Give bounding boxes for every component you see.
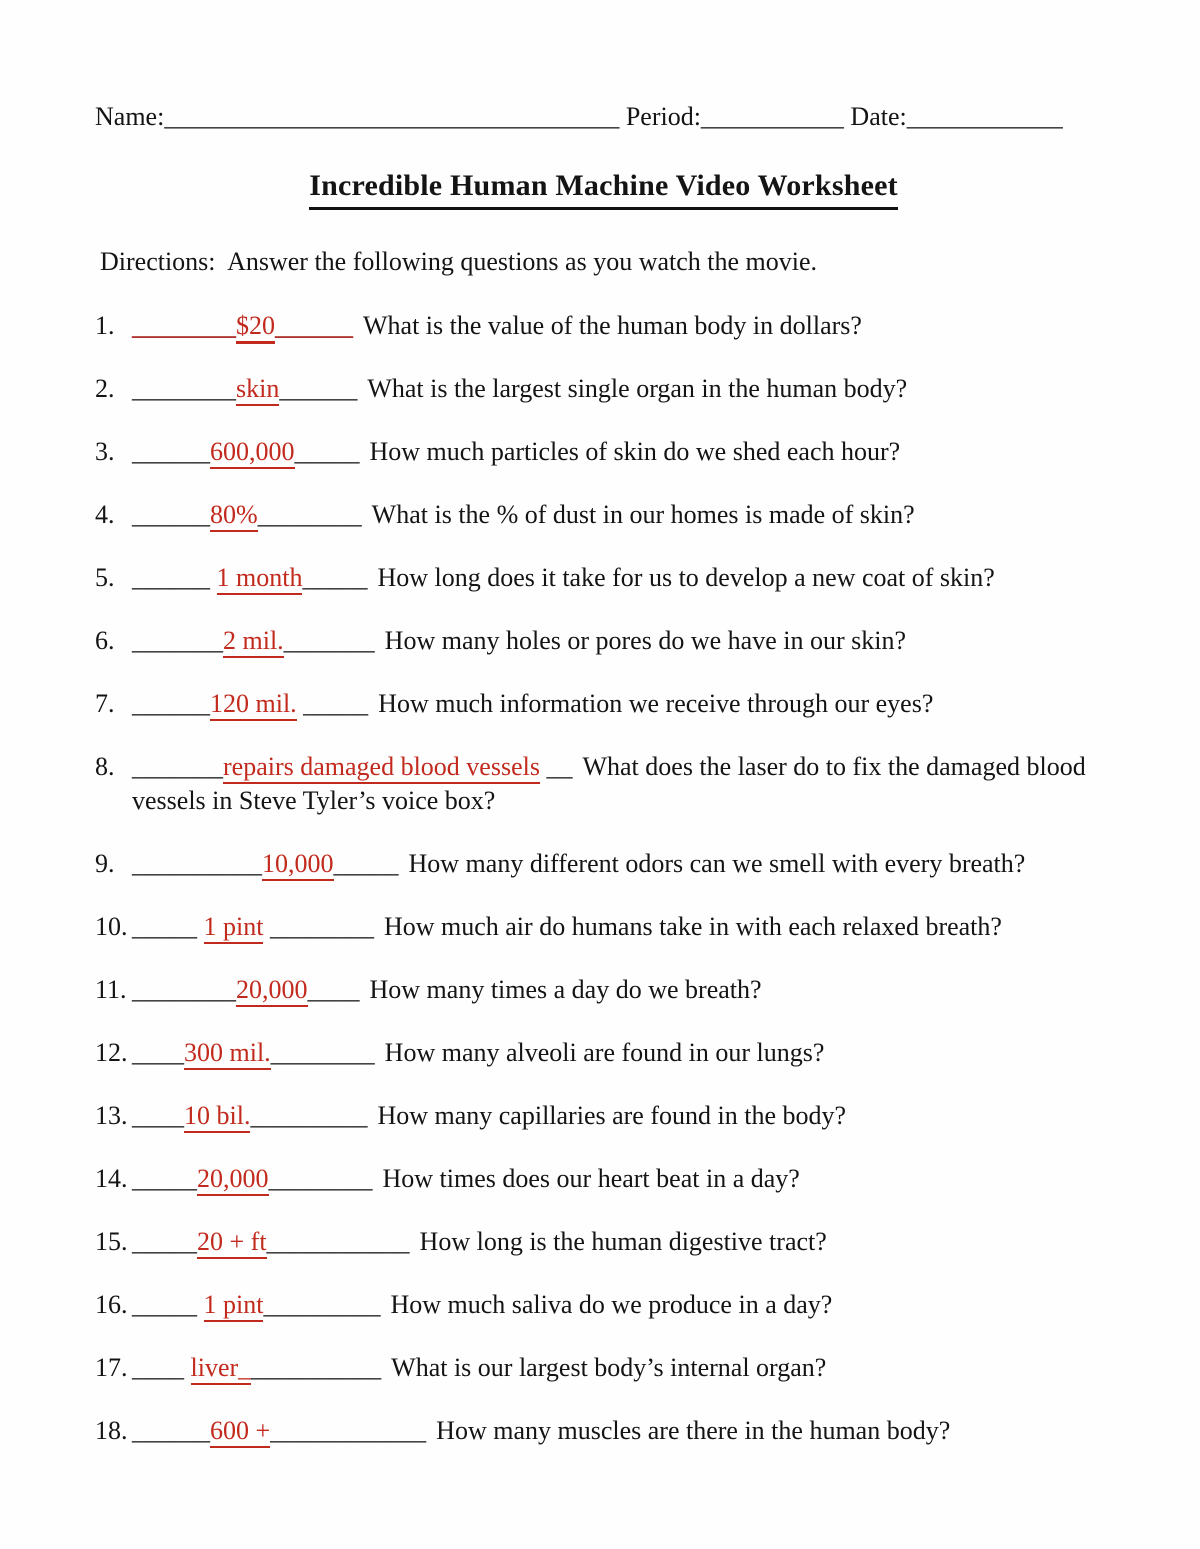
question-text: What is the % of dust in our homes is made of skin? (371, 500, 915, 529)
question-number: 5. (95, 563, 115, 592)
question-text: What is the value of the human body in dollars? (363, 311, 862, 340)
question-18 (95, 1414, 1112, 1448)
answer-blank-post: ____ (307, 975, 360, 1004)
question-2 (95, 372, 1112, 406)
question-number: 13. (95, 1101, 128, 1130)
question-text: How much saliva do we produce in a day? (390, 1290, 833, 1319)
question-number: 1. (95, 311, 115, 340)
date-label: Date: (850, 102, 907, 131)
question-number: 6. (95, 626, 115, 655)
question-number: 9. (95, 849, 115, 878)
question-number: 7. (95, 689, 115, 718)
question-text: How much particles of skin do we shed each hour? (369, 437, 901, 466)
answer-blank-post: _____ (333, 849, 399, 878)
answer-text: 1 pint (204, 1290, 264, 1322)
question-9 (95, 847, 1112, 881)
answer-blank-post: _____ (294, 437, 360, 466)
question-number: 10. (95, 912, 128, 941)
question-11 (95, 973, 1112, 1007)
period-label: Period: (625, 102, 701, 131)
question-14 (95, 1162, 1112, 1196)
answer-blank-post: ______ (275, 311, 353, 340)
question-number: 11. (95, 975, 127, 1004)
answer-blank-post: ____________ (270, 1416, 427, 1445)
name-label: Name: (95, 102, 165, 131)
answer-blank-post: ________ (257, 500, 362, 529)
answer-text: liver_ (191, 1353, 252, 1385)
answer-blank-post: _________ (263, 1290, 381, 1319)
answer-blank-pre: _______ (132, 752, 223, 781)
question-4 (95, 498, 1112, 532)
answer-blank-post: ___________ (266, 1227, 410, 1256)
answer-text: 1 month (217, 563, 303, 595)
answer-blank-pre: _____ (132, 1290, 204, 1319)
page-title: Incredible Human Machine Video Worksheet (309, 166, 898, 210)
answer-blank-pre: _____ (132, 1227, 197, 1256)
question-text: How many holes or pores do we have in our skin? (384, 626, 907, 655)
question-15 (95, 1225, 1112, 1259)
answer-blank-pre: ________ (132, 374, 236, 403)
answer-text: skin (236, 374, 279, 406)
answer-blank-post: ______ (279, 374, 358, 403)
answer-text: repairs damaged blood vessels (223, 752, 540, 784)
question-text: How many alveoli are found in our lungs? (384, 1038, 825, 1067)
answer-text: 2 mil. (223, 626, 284, 658)
question-number: 14. (95, 1164, 128, 1193)
name-blank-line: ___________________________________ (164, 102, 620, 131)
answer-blank-post: _______ (283, 626, 375, 655)
question-12 (95, 1036, 1112, 1070)
answer-blank-pre: ____ (132, 1101, 184, 1130)
answer-blank-pre: ____ (132, 1038, 184, 1067)
question-text: How many muscles are there in the human body? (436, 1416, 951, 1445)
question-1 (95, 309, 1112, 343)
answer-blank-pre: _____ (132, 1164, 197, 1193)
question-text: How much air do humans take in with each relaxed breath? (383, 912, 1002, 941)
answer-text: $20 (236, 311, 275, 344)
question-13 (95, 1099, 1112, 1133)
question-text: What does the laser do to fix the damaged blood vessels in Steve Tyler’s voice box? (132, 752, 1093, 815)
answer-blank-pre: __________ (132, 849, 262, 878)
question-10 (95, 910, 1112, 944)
answer-text: 600,000 (210, 437, 295, 469)
answer-text: 600 + (210, 1416, 270, 1448)
question-5 (95, 561, 1112, 595)
question-number: 2. (95, 374, 115, 403)
question-text: How times does our heart beat in a day? (382, 1164, 800, 1193)
question-text: How many different odors can we smell with every breath? (408, 849, 1026, 878)
answer-text: 80% (210, 500, 258, 532)
answer-text: 1 pint (204, 912, 264, 944)
question-text: How much information we receive through our eyes? (378, 689, 934, 718)
question-number: 8. (95, 752, 115, 781)
answer-blank-pre: ________ (132, 975, 236, 1004)
answer-text: 300 mil. (184, 1038, 271, 1070)
period-blank-line: ___________ (700, 102, 844, 131)
answer-blank-post: _____ (302, 563, 368, 592)
question-number: 16. (95, 1290, 128, 1319)
answer-blank-post: __ (539, 752, 573, 781)
answer-blank-pre: ____ (132, 1353, 191, 1382)
question-7 (95, 687, 1112, 721)
answer-blank-post: _____ (296, 689, 369, 718)
question-number: 12. (95, 1038, 128, 1067)
question-text: How many capillaries are found in the body? (377, 1101, 847, 1130)
question-number: 3. (95, 437, 115, 466)
question-17 (95, 1351, 1112, 1385)
answer-blank-post: ________ (268, 1164, 373, 1193)
question-text: What is our largest body’s internal organ? (391, 1353, 827, 1382)
answer-text: 20,000 (197, 1164, 269, 1196)
answer-text: 20,000 (236, 975, 308, 1007)
question-text: How long does it take for us to develop a new coat of skin? (377, 563, 995, 592)
answer-blank-pre: ______ (132, 500, 210, 529)
answer-text: 20 + ft (197, 1227, 267, 1259)
answer-blank-post: __________ (251, 1353, 382, 1382)
directions-text: Directions: Answer the following questions as you watch the movie. (100, 247, 818, 276)
answer-blank-pre: ________ (132, 311, 236, 340)
answer-blank-pre: ______ (132, 563, 217, 592)
question-number: 18. (95, 1416, 128, 1445)
question-text: What is the largest single organ in the human body? (367, 374, 908, 403)
question-16 (95, 1288, 1112, 1322)
answer-blank-post: ________ (263, 912, 374, 941)
answer-text: 10 bil. (184, 1101, 250, 1133)
header-row (95, 100, 1112, 134)
question-number: 17. (95, 1353, 128, 1382)
answer-blank-pre: _______ (132, 626, 223, 655)
question-3 (95, 435, 1112, 469)
answer-blank-pre: ______ (132, 1416, 210, 1445)
question-number: 15. (95, 1227, 128, 1256)
answer-blank-pre: _____ (132, 912, 204, 941)
answer-blank-pre: ______ (132, 689, 210, 718)
question-number: 4. (95, 500, 115, 529)
answer-blank-post: ________ (270, 1038, 375, 1067)
question-text: How many times a day do we breath? (369, 975, 762, 1004)
title-row (95, 166, 1112, 211)
answer-blank-pre: ______ (132, 437, 210, 466)
answer-blank-post: _________ (250, 1101, 368, 1130)
question-text: How long is the human digestive tract? (419, 1227, 827, 1256)
question-6 (95, 624, 1112, 658)
date-blank-line: ____________ (906, 102, 1063, 131)
question-8 (95, 750, 1112, 818)
answer-text: 10,000 (262, 849, 334, 881)
answer-text: 120 mil. (210, 689, 297, 721)
question-list (95, 309, 1112, 1448)
